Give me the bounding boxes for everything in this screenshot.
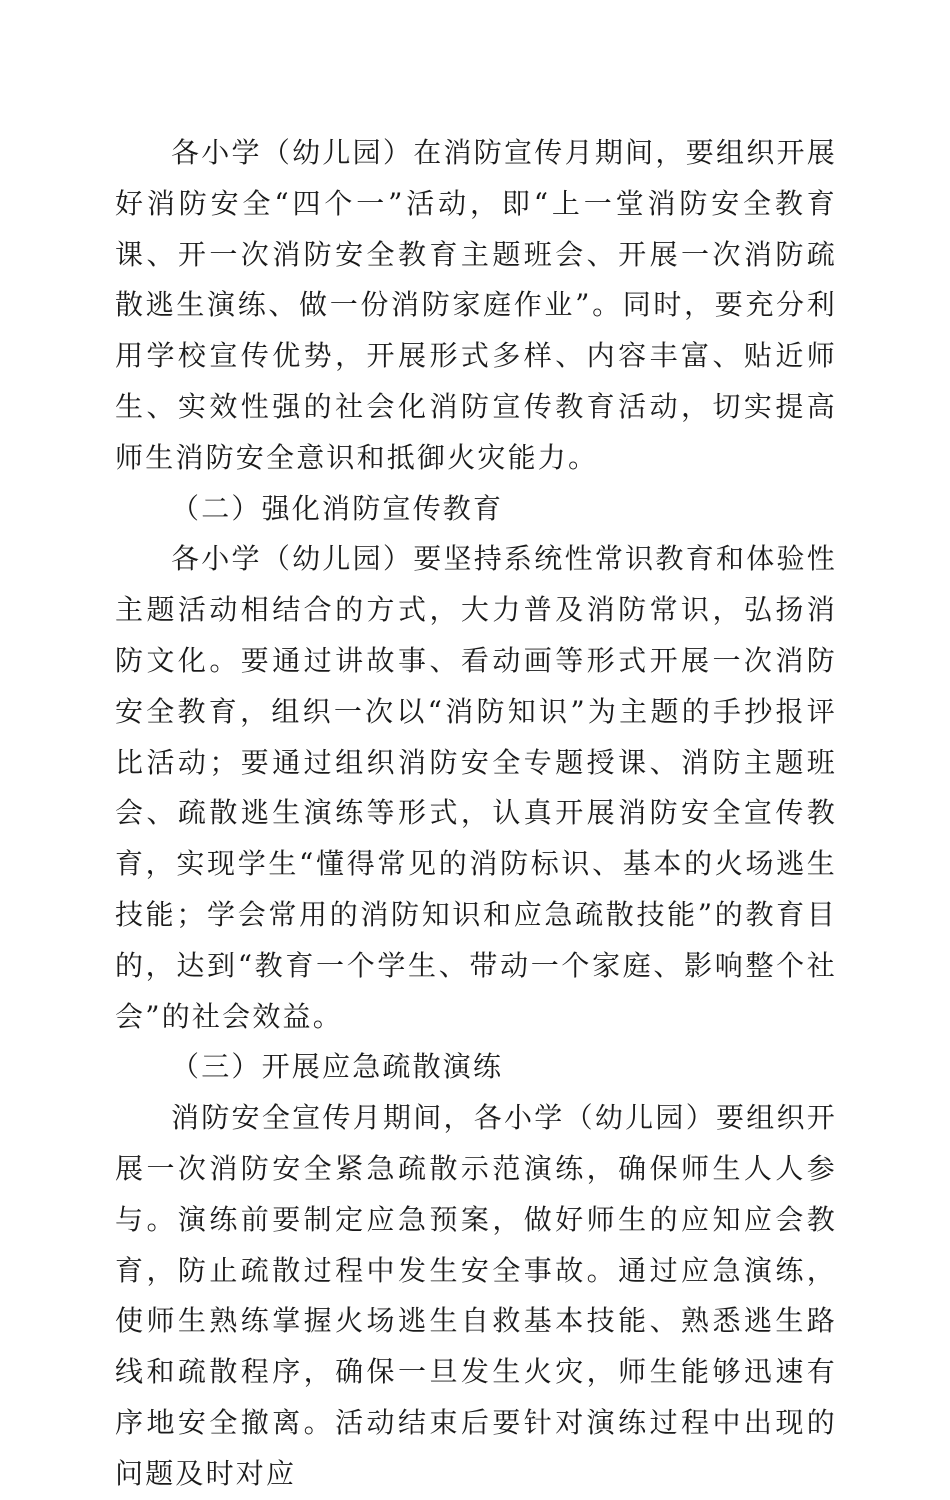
section-heading-evacuation-drill: （三）开展应急疏散演练 (171, 1050, 504, 1084)
section-heading-publicity-education: （二）强化消防宣传教育 (171, 491, 504, 525)
document-body (115, 128, 837, 1500)
paragraph-publicity-education: 各小学（幼儿园）要坚持系统性常识教育和体验性主题活动相结合的方式，大力普及消防常识，弘扬消防文化。要通过讲故事、看动画等形式开展一次消防安全教育，组织一次以“消防知识”为主题的手抄报评比活动；要通过组织消防安全专题授课、消防主题班会、疏散逃生演练等形式，认真开展消防安全宣传教育，实现学生“懂得常见的消防标识、基本的火场逃生技能；学会常用的消防知识和应急疏散技能”的教育目的，达到“教育一个学生、带动一个家庭、影响整个社会”的社会效益。 (115, 542, 837, 1033)
paragraph-evacuation-drill: 消防安全宣传月期间，各小学（幼儿园）要组织开展一次消防安全紧急疏散示范演练，确保师生人人参与。演练前要制定应急预案，做好师生的应知应会教育，防止疏散过程中发生安全事故。通过应急演练，使师生熟练掌握火场逃生自救基本技能、熟悉逃生路线和疏散程序，确保一旦发生火灾，师生能够迅速有序地安全撤离。活动结束后要针对演练过程中出现的问题及时对应 (115, 1101, 837, 1490)
paragraph-four-ones-activity: 各小学（幼儿园）在消防宣传月期间，要组织开展好消防安全“四个一”活动，即“上一堂消防安全教育课、开一次消防安全教育主题班会、开展一次消防疏散逃生演练、做一份消防家庭作业”。同时，要充分利用学校宣传优势，开展形式多样、内容丰富、贴近师生、实效性强的社会化消防宣传教育活动，切实提高师生消防安全意识和抵御火灾能力。 (115, 136, 837, 474)
